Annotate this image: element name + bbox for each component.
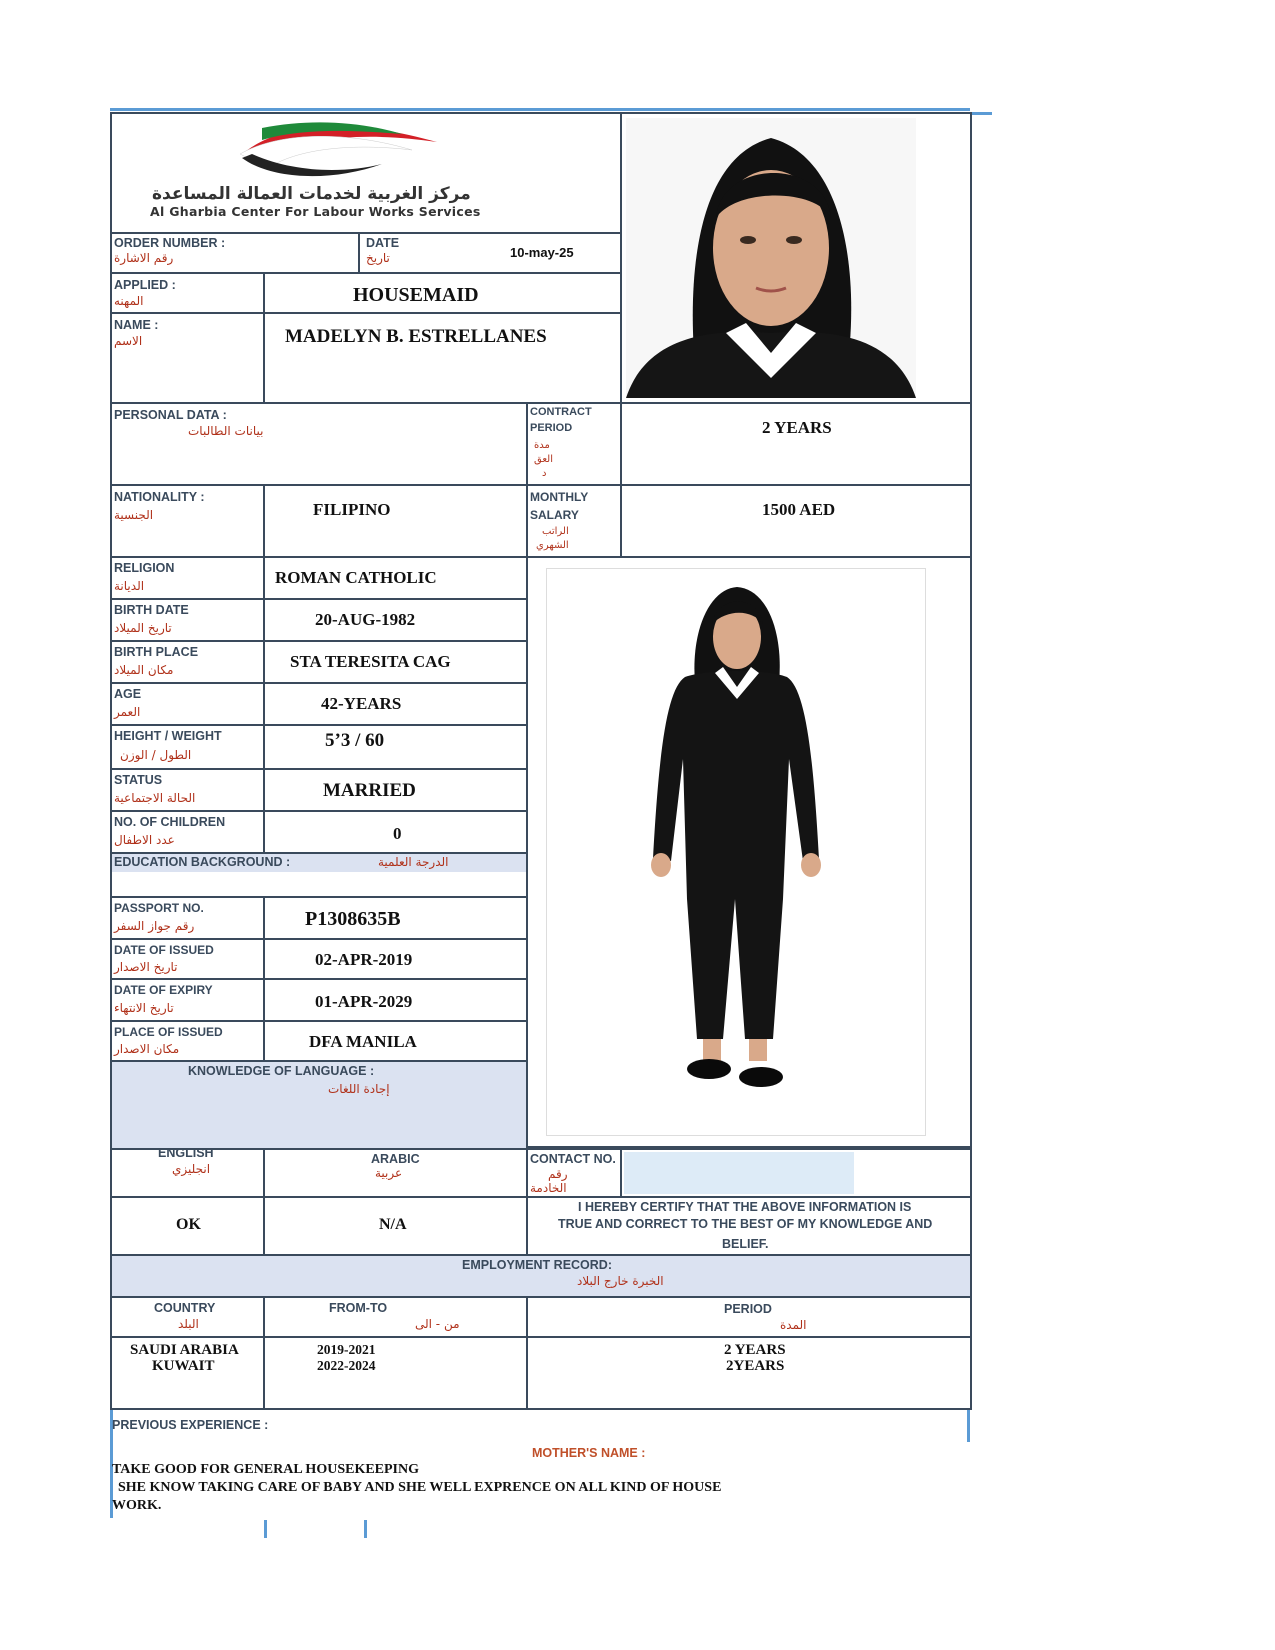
height-weight-label: HEIGHT / WEIGHT [114,729,222,743]
date-issued-value: 02-APR-2019 [315,950,413,969]
applied-value-cell [263,272,622,314]
arabic-value: N/A [379,1216,407,1233]
religion-value-cell [263,556,528,600]
portrait-cell [620,112,972,404]
religion-label-ar: الديانة [114,579,145,593]
language-label: KNOWLEDGE OF LANGUAGE : [188,1064,375,1078]
contract-label-2: PERIOD [530,422,573,434]
height-weight-label-ar: الطول / الوزن [120,748,192,762]
contact-label-cell [526,1148,622,1198]
education-label: EDUCATION BACKGROUND : [114,855,291,869]
birth-place-label: BIRTH PLACE [114,645,199,659]
place-issued-value-cell [263,1020,528,1062]
full-body-photo [546,568,926,1136]
period-header: PERIOD [724,1302,772,1316]
children-label: NO. OF CHILDREN [114,815,226,829]
contract-period-value: 2 YEARS [762,418,832,437]
passport-label-cell [110,896,265,940]
nationality-label: NATIONALITY : [114,490,205,504]
name-value: MADELYN B. ESTRELLANES [285,326,547,347]
logo-arabic-text: مركز الغربية لخدمات العمالة المساعدة [152,184,471,204]
salary-label-cell [526,484,622,558]
religion-label: RELIGION [114,561,175,575]
order-number-label-ar: رقم الاشارة [114,251,174,265]
country-value-1: SAUDI ARABIA [130,1342,239,1358]
status-value: MARRIED [323,780,416,801]
passport-label: PASSPORT NO. [114,901,204,915]
salary-label-ar-1: الراتب [542,526,569,537]
previous-line-2: SHE KNOW TAKING CARE OF BABY AND SHE WELL EXPRENCE ON ALL KIND OF HOUSE [118,1480,722,1495]
english-value: OK [176,1216,201,1233]
english-label: ENGLISH [158,1146,214,1160]
full-body-photo-cell [526,556,972,1148]
passport-value: P1308635B [305,908,401,930]
place-issued-label: PLACE OF ISSUED [114,1025,223,1039]
personal-data-label: PERSONAL DATA : [114,408,227,422]
bottom-marker-1 [264,1520,267,1538]
birth-place-value: STA TERESITA CAG [290,652,451,671]
personal-data-cell [110,402,528,486]
country-header-ar: البلد [178,1317,199,1331]
salary-value-cell [620,484,972,558]
years-value-1: 2019-2021 [317,1342,376,1357]
passport-value-cell [263,896,528,940]
period-value-2: 2YEARS [726,1358,785,1374]
children-value: 0 [393,824,402,843]
arabic-value-cell [263,1196,528,1256]
birth-date-label-ar: تاريخ الميلاد [114,621,172,635]
birth-place-label-cell [110,640,265,684]
date-issued-label-ar: تاريخ الاصدار [114,960,178,974]
contact-label-ar-2: الخادمة [530,1181,567,1195]
age-label-cell [110,682,265,726]
certify-cell [526,1196,972,1256]
logo-english-text: Al Gharbia Center For Labour Works Services [150,204,481,219]
birth-date-value-cell [263,598,528,642]
nationality-value-cell [263,484,528,558]
period-header-ar: المدة [780,1318,807,1332]
agency-logo [232,120,442,184]
fromto-header: FROM-TO [329,1301,388,1315]
english-header-cell [110,1148,265,1198]
contract-label-ar-1: مدة [534,440,550,451]
date-expiry-label-cell [110,978,265,1022]
date-label: DATE [366,236,400,250]
country-header-cell [110,1296,265,1338]
fromto-header-cell [263,1296,528,1338]
certify-line-2: TRUE AND CORRECT TO THE BEST OF MY KNOWLEDGE AND [558,1217,933,1231]
employment-label-ar: الخبرة خارج البلاد [577,1274,664,1288]
salary-label-1: MONTHLY [530,490,589,504]
height-weight-value-cell [263,724,528,770]
contact-label: CONTACT NO. [530,1152,616,1166]
period-value-1: 2 YEARS [724,1342,786,1358]
children-value-cell [263,810,528,854]
education-label-ar: الدرجة العلمية [378,855,449,869]
applied-value: HOUSEMAID [353,284,479,306]
applied-label-cell [110,272,265,314]
previous-line-3: WORK. [112,1498,162,1513]
fromto-header-ar: من - الى [415,1317,460,1331]
date-expiry-label: DATE OF EXPIRY [114,983,213,997]
date-issued-value-cell [263,938,528,980]
years-values-cell [263,1336,528,1410]
country-value-2: KUWAIT [152,1358,215,1374]
date-issued-label: DATE OF ISSUED [114,943,214,957]
applied-label: APPLIED : [114,278,176,292]
nationality-label-cell [110,484,265,558]
religion-value: ROMAN CATHOLIC [275,568,437,587]
status-label-ar: الحالة الاجتماعية [114,791,196,805]
employment-label: EMPLOYMENT RECORD: [462,1258,612,1272]
height-weight-label-cell [110,724,265,770]
birth-place-value-cell [263,640,528,684]
contract-period-value-cell [620,402,972,486]
english-label-ar: انجليزي [172,1162,211,1176]
religion-label-cell [110,556,265,600]
contract-label-1: CONTRACT [530,406,592,418]
children-label-cell [110,810,265,854]
contract-period-label-cell [526,402,622,486]
previous-experience-label: PREVIOUS EXPERIENCE : [112,1418,269,1432]
age-value-cell [263,682,528,726]
previous-divider [110,1408,972,1410]
contact-label-ar-1: رقم [548,1167,568,1181]
age-value: 42-YEARS [321,694,402,713]
nationality-value: FILIPINO [313,500,391,519]
arabic-label: ARABIC [371,1152,420,1166]
order-number-cell [110,232,360,274]
age-label: AGE [114,687,142,701]
contract-label-ar-3: د [542,468,547,479]
applied-label-ar: المهنه [114,294,144,308]
place-issued-label-cell [110,1020,265,1062]
order-number-label: ORDER NUMBER : [114,236,226,250]
date-expiry-value: 01-APR-2029 [315,992,413,1011]
certify-line-1: I HEREBY CERTIFY THAT THE ABOVE INFORMATION IS [578,1200,912,1214]
language-header-cell [110,1060,528,1150]
bottom-marker-2 [364,1520,367,1538]
contact-value-cell [620,1148,972,1198]
portrait-photo [626,118,916,398]
logo-cell [110,112,622,234]
status-label-cell [110,768,265,812]
country-values-cell [110,1336,265,1410]
period-values-cell [526,1336,972,1410]
english-value-cell [110,1196,265,1256]
name-value-cell [263,312,622,404]
birth-place-label-ar: مكان الميلاد [114,663,174,677]
date-issued-label-cell [110,938,265,980]
previous-line-1: TAKE GOOD FOR GENERAL HOUSEKEEPING [112,1462,420,1477]
place-issued-label-ar: مكان الاصدار [114,1042,180,1056]
language-label-ar: إجادة اللغات [328,1082,390,1096]
passport-label-ar: رقم جواز السفر [114,919,195,933]
status-label: STATUS [114,773,163,787]
date-value: 10-may-25 [510,245,574,260]
employment-header-cell [110,1254,972,1298]
name-label-cell [110,312,265,404]
contact-value-field [624,1152,854,1194]
form-top-border [110,108,970,111]
arabic-label-ar: عربية [375,1166,403,1180]
height-weight-value: 5’3 / 60 [325,730,385,751]
salary-label-ar-2: الشهري [536,540,569,551]
contract-label-ar-2: العق [534,454,553,465]
date-label-ar: تاريخ [366,251,390,265]
years-value-2: 2022-2024 [317,1358,376,1373]
nationality-label-ar: الجنسية [114,508,154,522]
certify-line-3: BELIEF. [722,1237,769,1251]
date-cell [358,232,622,274]
date-expiry-label-ar: تاريخ الانتهاء [114,1001,174,1015]
education-cell [110,852,528,898]
birth-date-value: 20-AUG-1982 [315,610,416,629]
name-label: NAME : [114,318,159,332]
mothers-name-label: MOTHER'S NAME : [532,1446,646,1460]
country-header: COUNTRY [154,1301,216,1315]
date-expiry-value-cell [263,978,528,1022]
salary-value: 1500 AED [762,500,836,519]
salary-label-2: SALARY [530,508,579,522]
personal-data-label-ar: بيانات الطالبات [188,424,264,438]
arabic-header-cell [263,1148,528,1198]
place-issued-value: DFA MANILA [309,1032,417,1051]
status-value-cell [263,768,528,812]
birth-date-label-cell [110,598,265,642]
age-label-ar: العمر [114,705,141,719]
birth-date-label: BIRTH DATE [114,603,189,617]
children-label-ar: عدد الاطفال [114,833,175,847]
period-header-cell [526,1296,972,1338]
name-label-ar: الاسم [114,334,143,348]
